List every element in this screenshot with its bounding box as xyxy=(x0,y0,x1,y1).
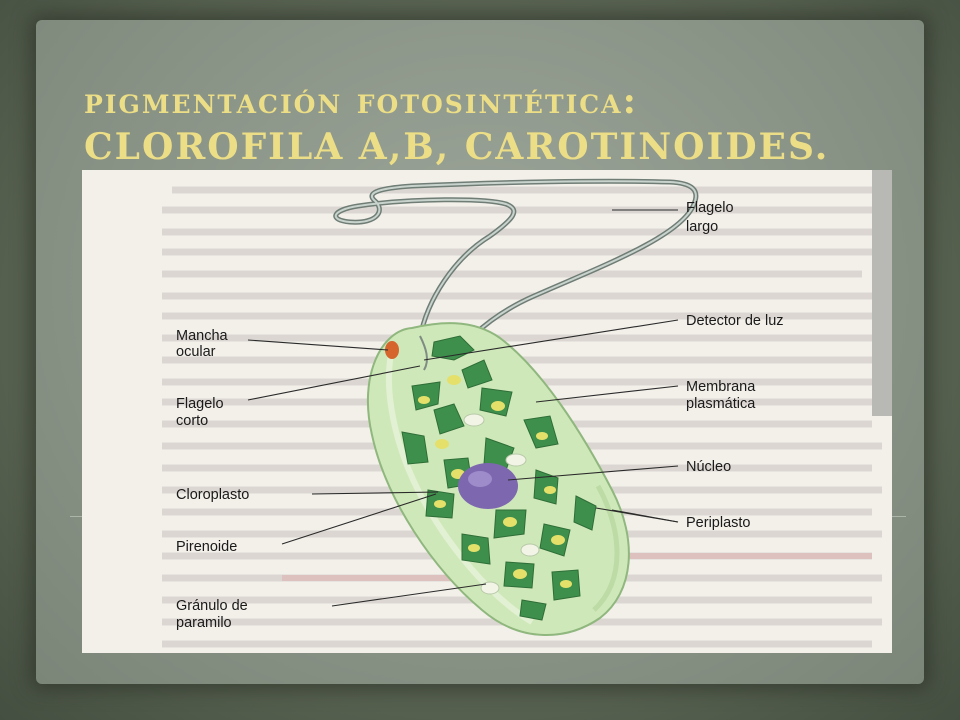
title-line-2: CLOROFILA A,B, CAROTINOIDES. xyxy=(84,126,830,168)
long-flagellum xyxy=(336,181,696,350)
label-periplasto: Periplasto xyxy=(686,515,751,531)
right-labels xyxy=(686,200,784,531)
euglena-diagram-image xyxy=(82,170,892,653)
label-membrana-plasmatica: Membrana plasmática xyxy=(686,379,756,412)
nucleus xyxy=(458,463,518,509)
label-flagelo-largo: Flagelo largo xyxy=(686,200,734,235)
slide-title xyxy=(84,78,844,170)
left-labels xyxy=(176,328,252,631)
label-flagelo-corto: Flagelo corto xyxy=(176,396,224,429)
label-mancha-ocular: Mancha ocular xyxy=(176,328,228,360)
label-detector-de-luz: Detector de luz xyxy=(686,313,784,329)
label-pirenoide: Pirenoide xyxy=(176,539,238,555)
label-nucleo: Núcleo xyxy=(686,459,732,475)
label-cloroplasto: Cloroplasto xyxy=(176,487,250,503)
euglena-diagram xyxy=(82,170,892,653)
label-granulo-de-paramilo: Gránulo de paramilo xyxy=(176,598,248,631)
title-line-1: pigmentación fotosintética: xyxy=(84,80,638,122)
